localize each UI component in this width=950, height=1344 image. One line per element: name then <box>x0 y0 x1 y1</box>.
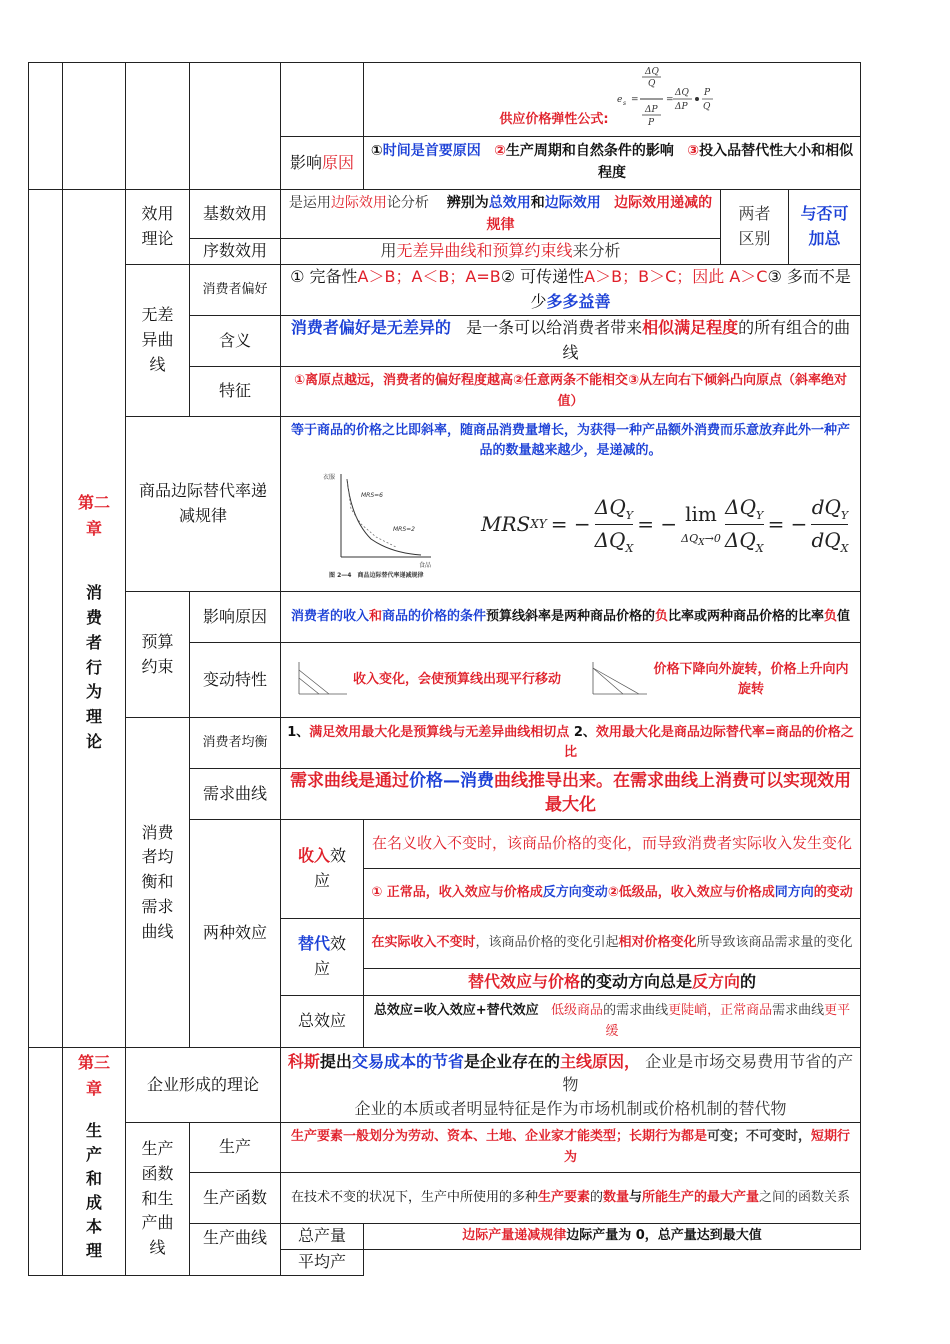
ordinal-text-1: 用 <box>380 241 397 261</box>
col2-ch1 <box>62 62 126 190</box>
total-effect-text-cell <box>363 995 861 1048</box>
sub-text-1-cell <box>363 918 861 969</box>
production-label: 生产 <box>218 1137 251 1157</box>
influence-label-a: 影响 <box>289 152 322 172</box>
equilibrium-text-1: 1、 <box>287 724 310 740</box>
chapter2-title-b: 消费者行为理论 <box>85 583 102 751</box>
preference-text-cell <box>280 264 861 316</box>
cardinal-text-1: 是运用 <box>288 194 331 211</box>
feature-label: 特征 <box>218 381 251 401</box>
demand-text-3: 曲线推导出来。在需求曲线上消费可以实现效用最大化 <box>494 771 851 815</box>
budget-reason-text-2: 和 <box>368 608 382 624</box>
demand-label-cell <box>189 768 281 820</box>
indifference-label: 无差异曲线 <box>141 305 174 374</box>
income-text-1: 在名义收入不变时，该商品价格的变化，而导致消费者实际收入发生变化 <box>371 834 852 853</box>
demand-text-cell <box>280 768 861 820</box>
feature-label-cell <box>189 366 281 417</box>
preference-text-5: ③ 多而不是少 <box>530 267 851 311</box>
prod-function-text-2: 生产要素 <box>537 1189 590 1205</box>
preference-text-2: A＞B；A＜B；A=B <box>357 267 501 287</box>
mrs-formula-sub: XY <box>530 516 547 531</box>
formula-label: 供应价格弹性公式: <box>499 111 609 127</box>
cardinal-text-7: 边际效用 <box>544 194 601 211</box>
feature-text: ①离原点越远，消费者的偏好程度越高②任意两条不能相交③从左向右下倾斜凸向原点（斜率绝对值） <box>293 373 848 409</box>
total-text-7: 更平缓 <box>605 1003 851 1039</box>
sub-effect-b: 效应 <box>313 934 347 978</box>
equilibrium-title: 消费者均衡和需求曲线 <box>141 822 174 941</box>
svg-text:ΔP: ΔP <box>674 102 688 112</box>
ordinal-text-2: 无差异曲线和预算约束线 <box>396 241 573 261</box>
meaning-text-4: 的所有组合的曲线 <box>562 318 851 362</box>
cardinal-text-3: 论分析 <box>386 194 429 211</box>
prod-function-text-6: 所能生产的最大产量 <box>642 1189 760 1205</box>
budget-change-text-2: 价格下降向外旋转，价格上升向内旋转 <box>653 661 849 697</box>
svg-text:s: s <box>622 100 626 107</box>
firm-text-1: 科斯 <box>287 1052 320 1072</box>
cardinal-text-8: 边际效用递减的规律 <box>486 194 713 233</box>
svg-text:=: = <box>665 95 674 105</box>
mrs-text: 等于商品的价格之比即斜率，随商品消费量增长，为获得一种产品额外消费而乐意放弃此外一种产品的数量越来越少，是递减的。 <box>290 423 850 459</box>
svg-text:Q: Q <box>647 79 655 89</box>
income-effect-a: 收入 <box>297 846 330 866</box>
income-text-1-cell <box>363 819 861 869</box>
firm-text-7: 企业的本质或者明显特征是作为市场机制或价格机制的替代物 <box>354 1098 787 1118</box>
col3-ch1 <box>125 62 190 190</box>
total-text-4: 更陡峭 <box>668 1003 708 1019</box>
influence-2b: 生产周期和自然条件的影响 <box>505 143 674 160</box>
income-text-2: ① 正常品，收入效应与价格成 <box>371 885 543 901</box>
cardinal-text-6: 和 <box>530 194 545 211</box>
budget-reason-text-1: 消费者的收入 <box>290 608 369 624</box>
elasticity-formula-graphic <box>615 64 725 134</box>
prod-function-label: 生产函数 <box>202 1187 267 1207</box>
mrs-fig-caption: 图 2—4 商品边际替代率递减规律 <box>329 572 424 580</box>
budget-reason-text-3: 商品的价格的条件 <box>381 608 486 624</box>
utility-theory-cell <box>125 189 190 265</box>
mrs-fig-mrs2: MRS=2 <box>393 526 415 534</box>
influence-2a: ② <box>494 143 506 160</box>
influence-text-cell <box>363 136 861 190</box>
avg-product-label: 平均产 <box>297 1252 346 1272</box>
firm-theory-label-cell <box>125 1047 281 1123</box>
meaning-label-cell <box>189 315 281 367</box>
avg-product-label-cell <box>280 1249 364 1276</box>
equilibrium-title-cell <box>125 717 190 1048</box>
svg-text:Q: Q <box>702 102 710 112</box>
cardinal-text-5: 总效用 <box>488 194 531 211</box>
equilibrium-label: 消费者均衡 <box>202 734 268 750</box>
production-text-3: 可变 <box>706 1129 733 1145</box>
cardinal-text-cell <box>280 189 721 239</box>
mrs-title-cell <box>125 416 281 592</box>
budget-change-label-cell <box>189 642 281 718</box>
total-product-label-cell <box>280 1223 364 1250</box>
firm-theory-text-cell <box>280 1047 861 1123</box>
mrs-fig-mrs6: MRS=6 <box>361 492 383 500</box>
sub-text-8: 的 <box>740 971 757 991</box>
total-text-6: 需求曲线 <box>772 1003 825 1019</box>
chapter3-title-a: 第三章 <box>77 1053 110 1098</box>
meaning-text-3: 相似满足程度 <box>642 318 739 338</box>
production-text-1: 生产要素一般划分为劳动、资本、土地、企业家才能类型 <box>290 1129 616 1145</box>
prod-function-text-7: 之间的函数关系 <box>759 1189 851 1205</box>
influence-1a: ① <box>370 143 383 160</box>
income-text-5: 同方向 <box>774 885 814 901</box>
diff-value-cell <box>788 189 861 265</box>
influence-3a: ③ <box>687 143 700 160</box>
mrs-fig-xlabel: 食品 <box>419 562 432 570</box>
meaning-text-2: 是一条可以给消费者带来 <box>466 318 643 338</box>
total-text-1: 总效应=收入效应+替代效应 <box>373 1003 539 1019</box>
prod-function-text-1: 在技术不变的状况下，生产中所使用的多种 <box>290 1189 538 1205</box>
total-text-5: ，正常商品 <box>707 1003 773 1019</box>
meaning-text-1: 消费者偏好是无差异的 <box>290 318 451 338</box>
budget-reason-label-cell <box>189 591 281 643</box>
col1-ch1 <box>28 62 63 190</box>
budget-rotate-graphic <box>587 660 651 700</box>
budget-shift-graphic <box>293 660 351 700</box>
firm-text-6: 企业是市场交易费用节省的产物 <box>562 1052 854 1095</box>
budget-reason-text-7: 负 <box>824 608 838 624</box>
preference-text-6: 多多益善 <box>546 292 611 311</box>
chapter3-title-cell <box>62 1047 126 1276</box>
budget-cell <box>125 591 190 718</box>
preference-text-4: A＞B；B＞C；因此 A＞C <box>584 267 768 287</box>
sub-effect-a: 替代 <box>297 934 330 954</box>
sub-text-5: 替代效应与价格 <box>467 971 580 991</box>
budget-change-label: 变动特性 <box>202 669 267 689</box>
mrs-text-cell <box>280 416 861 592</box>
mrs-fig-ylabel: 衣服 <box>323 474 336 482</box>
preference-label: 消费者偏好 <box>202 281 268 297</box>
feature-text-cell <box>280 366 861 417</box>
production-text-4: ；不可变时， <box>733 1129 812 1145</box>
influence-3b: 投入品替代性大小和相似程度 <box>598 143 854 181</box>
prod-function-text-3: 的 <box>589 1189 603 1205</box>
total-product-label: 总产量 <box>297 1226 346 1246</box>
diff-label: 两者区别 <box>738 204 771 248</box>
col1-ch2 <box>28 189 63 1048</box>
svg-text:ΔQ: ΔQ <box>674 88 689 98</box>
firm-text-4: 是企业存在的 <box>463 1052 560 1072</box>
supply-elasticity-formula-cell <box>363 62 861 137</box>
sub-text-4: 所导致该商品需求量的变化 <box>696 935 853 951</box>
demand-label: 需求曲线 <box>202 783 267 803</box>
preference-text-3: ② 可传递性 <box>500 267 585 287</box>
income-text-4: ②低级品，收入效应与价格成 <box>607 885 775 901</box>
influence-1b: 时间是首要原因 <box>382 143 481 160</box>
diff-label-cell <box>720 189 789 265</box>
total-product-text-2: 边际产量为 0，总产量达到最大值 <box>566 1228 762 1244</box>
sub-text-2-cell <box>363 968 861 996</box>
cardinal-text-4: 辨别为 <box>446 194 489 211</box>
cardinal-text-2: 边际效用 <box>330 194 387 211</box>
influence-label-cell <box>280 136 364 190</box>
equilibrium-text-4: 效用最大化是商品边际替代率=商品的价格之比 <box>563 724 854 760</box>
sub-text-7: 反方向 <box>692 971 741 991</box>
mrs-formula: MRS XY = − $\Delta Q_Y$ $\Delta Q_X$ = − lim $\Delta Q_X\to 0$ $\Delta Q_Y$ $\Delta Q_X$ = − $dQ_Y$ $dQ_X$ <box>481 492 848 557</box>
equilibrium-text-2: 满足效用最大化是预算线与无差异曲线相切点 <box>309 724 570 740</box>
income-effect-label-cell <box>280 819 364 919</box>
prod-function-text-cell <box>280 1172 861 1224</box>
svg-text:P: P <box>703 88 710 98</box>
mrs-formula-lhs: MRS <box>481 511 531 536</box>
budget-reason-text-8: 值 <box>837 608 851 624</box>
utility-theory-label: 效用理论 <box>141 204 174 248</box>
budget-label: 预算约束 <box>141 631 174 676</box>
col4-ch1 <box>189 62 281 190</box>
svg-text:ΔP: ΔP <box>644 105 658 115</box>
sub-text-2: ，该商品价格的变化引起 <box>475 935 619 951</box>
total-effect-label: 总效应 <box>297 1011 346 1031</box>
meaning-text-cell <box>280 315 861 367</box>
mrs-figure <box>321 469 441 579</box>
budget-reason-text-6: 比率或两种商品价格的比率 <box>668 608 825 624</box>
svg-text:ΔQ: ΔQ <box>644 67 659 77</box>
budget-change-text-cell <box>280 642 861 718</box>
demand-text-2: 价格—消费 <box>409 771 494 792</box>
income-text-3: 反方向变动 <box>542 885 608 901</box>
equilibrium-label-cell <box>189 717 281 769</box>
firm-theory-label: 企业形成的理论 <box>146 1074 259 1094</box>
mrs-title: 商品边际替代率递减规律 <box>138 481 267 525</box>
firm-text-5: 主线原因， <box>559 1052 640 1072</box>
cardinal-label-cell <box>189 189 281 239</box>
meaning-label: 含义 <box>218 330 251 350</box>
cardinal-label: 基数效用 <box>202 203 267 223</box>
prod-func-curve-label: 生产函数和生产曲线 <box>141 1139 174 1258</box>
total-effect-label-cell <box>280 995 364 1048</box>
ordinal-label-cell <box>189 238 281 265</box>
income-text-6: 的变动 <box>813 885 853 901</box>
chapter3-title-b: 生产和成本理 <box>85 1121 102 1261</box>
preference-label-cell <box>189 264 281 316</box>
budget-reason-text-5: 负 <box>655 608 669 624</box>
svg-text:e: e <box>616 95 622 105</box>
production-text-2: ；长期行为都是 <box>615 1129 707 1145</box>
col5-ch1 <box>280 62 364 137</box>
budget-reason-label: 影响原因 <box>202 606 267 626</box>
budget-reason-text-cell <box>280 591 861 643</box>
total-text-2: 低级商品 <box>551 1003 604 1019</box>
ordinal-label: 序数效用 <box>202 241 267 261</box>
influence-label-b: 原因 <box>322 152 355 172</box>
avg-product-text-cell <box>363 1249 861 1276</box>
two-effects-label-cell <box>189 819 281 1048</box>
two-effects-label: 两种效应 <box>202 923 267 943</box>
col1-ch3 <box>28 1047 63 1276</box>
production-text-5: 短期行为 <box>563 1129 851 1165</box>
sub-text-1: 在实际收入不变时 <box>371 935 476 951</box>
equilibrium-text-3: 2、 <box>573 724 596 740</box>
demand-text-1: 需求曲线是通过 <box>290 771 409 792</box>
prod-function-text-4: 数量 <box>602 1189 629 1205</box>
ordinal-text-3: 来分析 <box>572 241 621 261</box>
sub-text-6: 的变动方向总是 <box>579 971 692 991</box>
sub-text-3: 相对价格变化 <box>618 935 697 951</box>
ordinal-text-cell <box>280 238 721 265</box>
budget-reason-text-4: 预算线斜率是两种商品价格的 <box>485 608 655 624</box>
firm-text-3: 交易成本的节省 <box>351 1052 464 1072</box>
prod-curve-label: 生产曲线 <box>202 1228 267 1247</box>
indifference-cell <box>125 264 190 417</box>
total-product-text-cell <box>363 1223 861 1250</box>
income-effect-b: 效应 <box>313 846 347 890</box>
prod-function-text-5: 与 <box>629 1189 643 1205</box>
chapter2-title-a: 第二章 <box>77 493 110 538</box>
preference-text-1: ① 完备性 <box>290 267 358 287</box>
chapter2-title-cell <box>62 189 126 1048</box>
prod-curve-label-cell <box>189 1223 281 1276</box>
production-text-cell <box>280 1122 861 1173</box>
svg-text:=: = <box>630 95 639 105</box>
prod-func-curve-cell <box>125 1122 190 1276</box>
income-text-2-cell <box>363 868 861 919</box>
svg-text:P: P <box>647 118 654 128</box>
firm-text-2: 提出 <box>319 1052 352 1072</box>
total-text-3: 的需求曲线 <box>603 1003 669 1019</box>
prod-function-label-cell <box>189 1172 281 1224</box>
diff-value: 与否可加总 <box>800 204 849 248</box>
total-product-text-1: 边际产量递减规律 <box>462 1228 567 1244</box>
production-label-cell <box>189 1122 281 1173</box>
budget-change-text-1: 收入变化，会使预算线出现平行移动 <box>353 671 562 687</box>
equilibrium-text-cell <box>280 717 861 769</box>
sub-effect-label-cell <box>280 918 364 996</box>
